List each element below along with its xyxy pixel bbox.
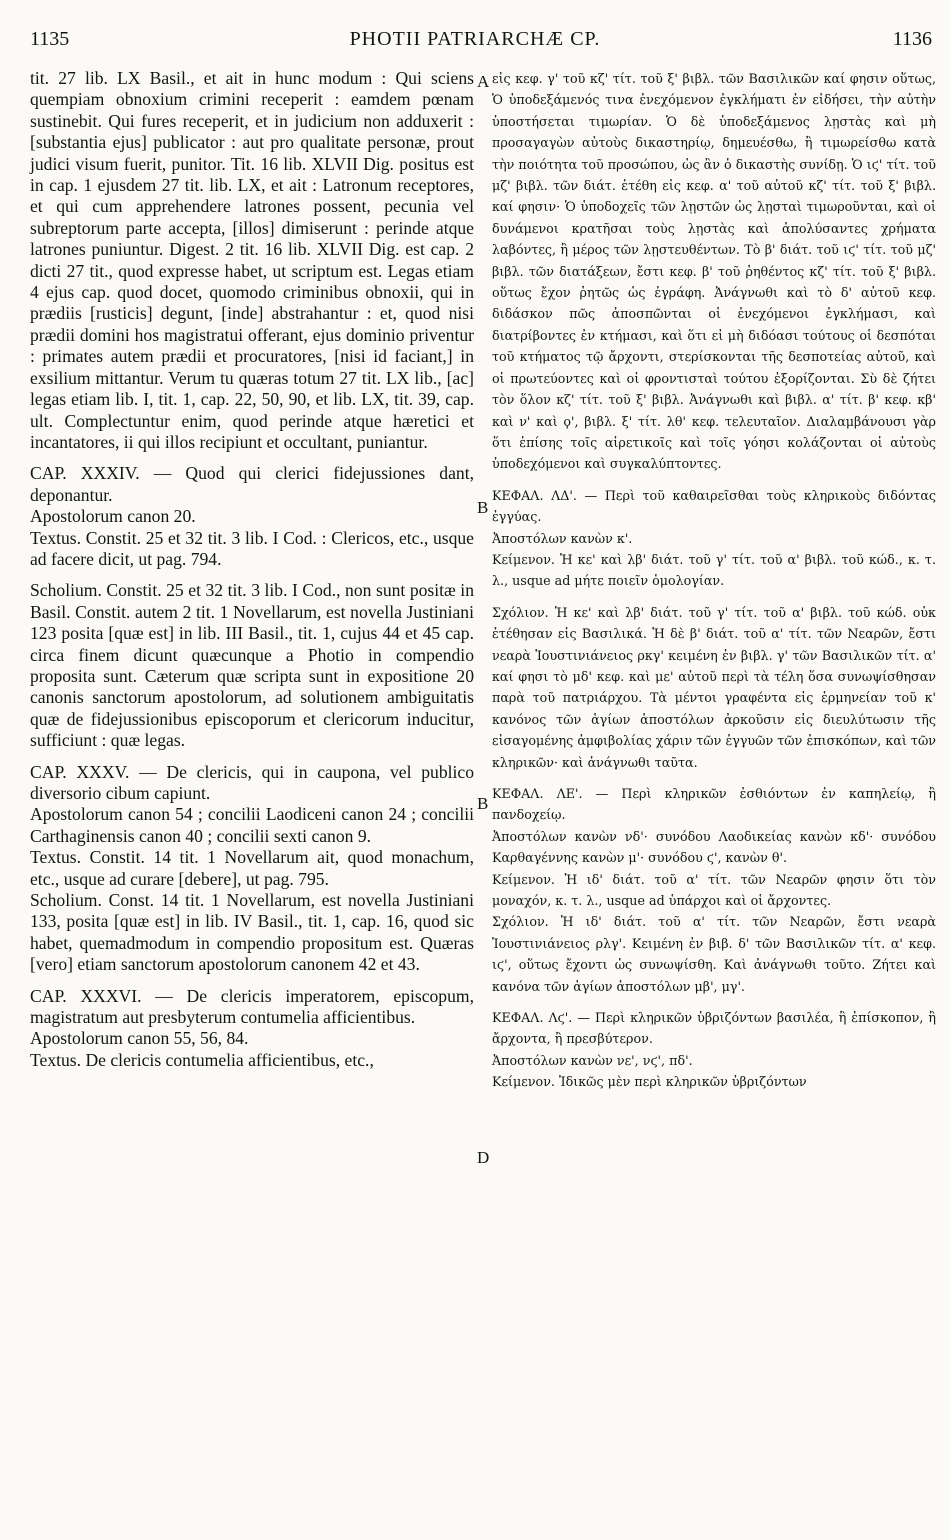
- latin-textus: Textus. Constit. 14 tit. 1 Novellarum ait, quod monachum, etc., usque ad curare [debere], ut pag. 795.: [30, 847, 474, 889]
- right-page-number: 1136: [892, 28, 932, 50]
- running-title: PHOTII PATRIARCHÆ CP.: [349, 28, 601, 50]
- latin-textus: Textus. Constit. 25 et 32 tit. 3 lib. I Cod. : Clericos, etc., usque ad facere dicit, ut pag. 794.: [30, 527, 474, 569]
- latin-heading-cap-35: CAP. XXXV. — De clericis, qui in caupona, vel publico diversorio cibum capiunt.: [30, 761, 474, 803]
- greek-paragraph-intro: εἰς κεφ. γ' τοῦ κζ' τίτ. τοῦ ξ' βιβλ. τῶν Βασιλικῶν καί φησιν οὕτως, Ὁ ὑποδεξάμενός τινα ἐνεχόμενον ἐγκλήματι ἐν εἰδήσει, τὴν αὐτὴν ὑποστήσεται τιμωρίαν. Ὁ δὲ ὑποδεξάμενος λῃστὰς καὶ μὴ προσαγαγὼν αὐτοὺς δικαστηρίῳ, δημευέσθω, ἢ τιμωρείσθω κατὰ τὴν ποιότητα τοῦ προσώπου, ὡς ἂν ὁ δικαστὴς συνίδῃ. Ὁ ιϛ' τίτ. τοῦ μζ' βιβλ. τῶν διάτ. ἐτέθη εἰς κεφ. α' τοῦ αὐτοῦ κζ' τίτ. τοῦ ξ' βιβλ. καί φησιν· Ὁ ὑποδοχεῖς τῶν λῃστῶν ὡς λῃσταὶ τιμωροῦνται, καὶ οἱ δυνάμενοι κρατῆσαι τοὺς λῃστὰς καὶ ἀπολύσαντες χρήματα λαβόντες, ἢ μέρος τῶν λῃστευθέντων. Τὸ β' διάτ. τοῦ ιϛ' τίτ. τοῦ μζ' βιβλ. τῶν διατάξεων, ἔστι κεφ. β' τοῦ ῥηθέντος κζ' τίτ. τοῦ ξ' βιβλ. οὕτως ἔχον ῥητῶς ὡς ἐγράφη. Ἀνάγνωθι καὶ τὸ δ' αὐτοῦ κεφ. διδάσκον πῶς ἀποσπῶνται οἱ ἐνεχόμενοι ἐγκλήμασι, καὶ διατρίβοντες ἐν κτήμασι, καὶ ὅτι εἰ μὴ διδόασι τούτους οἱ δεσπόται τοῦ κτήματος τῷ ἄρχοντι, στερίσκονται τῆς δεσποτείας αὐτοῦ, καὶ οἱ πρωτεύοντες καὶ οἱ φροντισταὶ τούτου ἐξορίζονται. Σὺ δὲ ζήτει τὸν ὅλον κζ' τίτ. τοῦ ξ' βιβλ. Ἀνάγνωθι καὶ βιβλ. α' τίτ. β' κεφ. κβ' καὶ ν' καὶ ϙ', βιβλ. ξ' τίτ. λθ' κεφ. τελευταῖον. Διαλαμβάνουσι γὰρ ὅτι ἐπίσης τοῖς αἱρετικοῖς καὶ τοῖς γόησι κολάζονται οἱ αὐτοὺς ὑποδεχόμενοι καὶ συγκαλύπτοντες.: [492, 71, 936, 472]
- latin-heading-cap-36: CAP. XXXVI. — De clericis imperatorem, episcopum, magistratum aut presbyterum contumelia afficientibus.: [30, 985, 474, 1028]
- latin-canon-ref: Apostolorum canon 54 ; concilii Laodiceni canon 24 ; concilii Carthaginensis canon 40 ; concilii sexti canon 9.: [30, 804, 474, 846]
- greek-heading-le: ΚΕΦΑΛ. ΛΕ'. — Περὶ κληρικῶν ἐσθιόντων ἐν καπηλείῳ, ἢ πανδοχείῳ.: [492, 786, 936, 823]
- greek-canon-ref: Ἀποστόλων κανὼν κ'.: [492, 530, 633, 546]
- latin-canon-ref: Apostolorum canon 20.: [30, 506, 196, 527]
- greek-heading-ls: ΚΕΦΑΛ. Λϛ'. — Περὶ κληρικῶν ὑβριζόντων βασιλέα, ἢ ἐπίσκοπον, ἢ ἄρχοντα, ἢ πρεσβύτερον.: [492, 1010, 936, 1047]
- latin-paragraph-intro: tit. 27 lib. LX Basil., et ait in hunc modum : Qui sciens quempiam obnoxium crimini receperit : eamdem pœnam sustinebit. Qui fures receperit, et in judicium non adduxerit : [substantia ejus] publicator : aut pro qualitate personæ, prout judici visum fuerit, punitor. Tit. 16 lib. XLVII Dig. positus est in cap. 1 ejusdem 27 tit. lib. LX, et ait : Latronum receptores, et qui cum apprehendere latrones possent, pecunia vel subreptorum parte accepta, [illos] dimiserunt : perinde atque latrones puniuntur. Digest. 2 tit. 16 lib. XLVII Dig. est cap. 2 dicti 27 tit., quod expresse habet, ut scriptum est. Legas etiam 4 ejus cap. quod docet, quomodo criminibus obnoxii, qui in prædiis [rusticis] degunt, [inde] abstrahantur : et, quod nisi prædii domini hos magistratui offerant, ejus dominio priventur : primates autem prædii et procuratores, [nisi id faciant,] in exsilium mittantur. Verum tu quæras totum 27 tit. LX lib., [ac] legas etiam lib. I, tit. 1, cap. 22, 50, 90, et lib. LX, tit. 39, cap. ult. Complectuntur enim, quod perinde atque hæretici et incantatores, ii qui illos recipiunt et occultant, puniantur.: [30, 68, 474, 452]
- latin-canon-ref: Apostolorum canon 55, 56, 84.: [30, 1028, 249, 1049]
- greek-canon-ref: Ἀποστόλων κανὼν νε', νϛ', πδ'.: [492, 1052, 693, 1068]
- margin-marker-b-second: B: [477, 794, 489, 813]
- greek-column: [492, 68, 936, 1093]
- latin-column: [30, 68, 474, 1071]
- latin-heading-cap-34: CAP. XXXIV. — Quod qui clerici fidejussiones dant, deponantur.: [30, 463, 474, 505]
- latin-scholium: Scholium. Const. 14 tit. 1 Novellarum, est novella Justiniani 133, posita [quæ est] in lib. IV Basil., tit. 1, cap. 16, quod sic habet, quemadmodum in compendio propositum est. Quæras [vero] etiam sanctorum apostolorum canonem 42 et 43.: [30, 890, 474, 975]
- greek-keimenon: Κείμενον. Ἡ κε' καὶ λβ' διάτ. τοῦ γ' τίτ. τοῦ α' βιβλ. τοῦ κώδ., κ. τ. λ., usque ad μήτε ποιεῖν ὁμολογίαν.: [492, 551, 936, 589]
- latin-scholium: Scholium. Constit. 25 et 32 tit. 3 lib. I Cod., non sunt positæ in Basil. Constit. autem 2 tit. 1 Novellarum, est novella Justiniani 123 posita [quæ est] in lib. III Basil., tit. 1, cujus 44 et 45 cap. circa finem dicunt quæcunque a Photio in compendio proposita sunt. Cæterum quæ scripta sunt in expositione 20 canonis sanctorum apostolorum, ad solutionem ambiguitatis quæ de fidejussionibus episcoporum et clericorum inducitur, sufficiunt : quæ legas.: [30, 580, 474, 751]
- greek-keimenon: Κείμενον. Ἡ ιδ' διάτ. τοῦ α' τίτ. τῶν Νεαρῶν φησιν ὅτι τὸν μοναχόν, κ. τ. λ., usque ad ὑπάρχοι καὶ οἱ ἄρχοντες.: [492, 871, 936, 909]
- greek-heading-ld: ΚΕΦΑΛ. ΛΔ'. — Περὶ τοῦ καθαιρεῖσθαι τοὺς κληρικοὺς διδόντας ἐγγύας.: [492, 487, 936, 525]
- greek-scholion: Σχόλιον. Ἡ ιδ' διάτ. τοῦ α' τίτ. τῶν Νεαρῶν, ἔστι νεαρὰ Ἰουστινιάνειος ρλγ'. Κειμένη ἐν βιβ. δ' τῶν Βασιλικῶν τίτ. α' κεφ. ιϛ', οὕτως ἔχοντι ὡς συνωψίσθη. Καὶ ἀνάγνωθι τοῦτο. Ζήτει καὶ κανόνα τῶν ἁγίων ἀποστόλων μβ', μγ'.: [492, 914, 936, 994]
- page-header: [0, 22, 950, 56]
- margin-marker-b: B: [477, 498, 489, 517]
- greek-keimenon: Κείμενον. Ἰδικῶς μὲν περὶ κληρικῶν ὑβριζόντων: [492, 1074, 807, 1090]
- greek-canon-ref: Ἀποστόλων κανὼν νδ'· συνόδου Λαοδικείας κανὼν κδ'· συνόδου Καρθαγέννης κανὼν μ'· συνόδου ϛ', κανὼν θ'.: [492, 828, 936, 866]
- greek-scholion: Σχόλιον. Ἡ κε' καὶ λβ' διάτ. τοῦ γ' τίτ. τοῦ α' βιβλ. τοῦ κώδ. οὐκ ἐτέθησαν εἰς Βασιλικά. Ἡ δὲ β' διάτ. τοῦ α' τίτ. τῶν Νεαρῶν, ἔστι νεαρὰ Ἰουστινιάνειος ρκγ' κειμένη ἐν βιβλ. γ' τῶν Βασιλικῶν τίτ. α' καί φησι τὸ μδ' κεφ. καὶ με' αὐτοῦ περὶ τὰ τέλη ὅσα συνωψίσθησαν παρὰ τοῦ πατριάρχου. Τὰ μέντοι γραφέντα εἰς ἑρμηνείαν τοῦ κ' κανόνος τῶν ἁγίων ἀποστόλων ἀρκοῦσιν εἰς διευλύτωσιν τῆς εἰσαγομένης ἀμφιβολίας χάριν τῶν ἐγγυῶν τῶν ἐπισκόπων, καὶ τῶν κληρικῶν· καὶ ἀνάγνωθι ταῦτα.: [492, 604, 936, 770]
- latin-textus: Textus. De clericis contumelia afficientibus, etc.,: [30, 1049, 374, 1070]
- margin-marker-d: D: [477, 1148, 490, 1167]
- left-page-number: 1135: [30, 28, 70, 50]
- margin-marker-a: A: [477, 72, 490, 91]
